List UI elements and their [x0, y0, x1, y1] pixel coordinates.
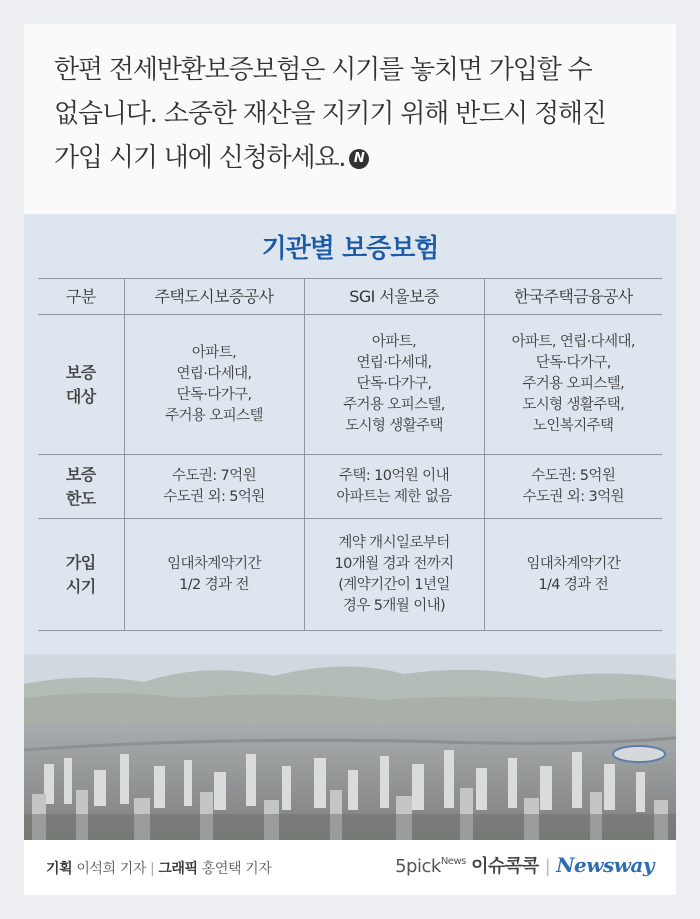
- city-skyline-photo: [24, 654, 676, 840]
- cell-sgi-target: 아파트, 연립·다세대, 단독·다가구, 주거용 오피스텔, 도시형 생활주택: [304, 315, 484, 455]
- table-row: [38, 455, 662, 519]
- infographic-card: [24, 24, 676, 895]
- intro-line-2: 없습니다. 소중한 재산을 지키기 위해 반드시 정해진: [54, 99, 606, 129]
- cell-hf-period: 임대차계약기간 1/4 경과 전: [484, 519, 662, 631]
- credit-plan-name: 이석희 기자: [76, 861, 146, 877]
- header-category: 구분: [38, 279, 124, 315]
- newsway-end-mark-icon: N: [349, 149, 369, 169]
- brand-issue-kokkok: 이슈콕콕: [471, 856, 539, 877]
- table-row: [38, 519, 662, 631]
- cell-hf-target: 아파트, 연립·다세대, 단독·다가구, 주거용 오피스텔, 도시형 생활주택, 노인복지주택: [484, 315, 662, 455]
- header-sgi: SGI 서울보증: [304, 279, 484, 315]
- credits: 기획 이석희 기자 | 그래픽 홍연택 기자: [46, 861, 272, 877]
- intro-line-3: 가입 시기 내에 신청하세요.: [54, 143, 346, 173]
- header-hf: 한국주택금융공사: [484, 279, 662, 315]
- cell-hug-target: 아파트, 연립·다세대, 단독·다가구, 주거용 오피스텔: [124, 315, 304, 455]
- cell-sgi-period: 계약 개시일로부터 10개월 경과 전까지 (계약기간이 1년일 경우 5개월 이내): [304, 519, 484, 631]
- footer: [24, 840, 676, 895]
- insurance-comparison-table: [38, 278, 662, 631]
- credit-plan-label: 기획: [46, 861, 73, 877]
- intro-section: [24, 24, 676, 214]
- insurance-table-panel: [24, 214, 676, 654]
- brand-news-superscript: News: [440, 856, 466, 867]
- row-label-target: 보증 대상: [38, 315, 124, 455]
- credit-graphic-name: 홍연택 기자: [201, 861, 272, 877]
- panel-title: 기관별 보증보험: [261, 234, 439, 264]
- intro-line-1: 한편 전세반환보증보험은 시기를 놓치면 가입할 수: [54, 55, 592, 85]
- newsway-logo: Newsway: [556, 853, 654, 877]
- table-row: [38, 315, 662, 455]
- credit-graphic-label: 그래픽: [158, 861, 198, 877]
- row-label-period: 가입 시기: [38, 519, 124, 631]
- table-header-row: [38, 279, 662, 315]
- row-label-limit: 보증 한도: [38, 455, 124, 519]
- cell-hug-period: 임대차계약기간 1/2 경과 전: [124, 519, 304, 631]
- intro-text: [54, 48, 646, 180]
- header-hug: 주택도시보증공사: [124, 279, 304, 315]
- brand-logos: 5pick$^{News}$ 이슈콕콕 | Newsway: [395, 853, 654, 877]
- cell-hf-limit: 수도권: 5억원 수도권 외: 3억원: [484, 455, 662, 519]
- city-skyline-image: [24, 654, 676, 840]
- cell-sgi-limit: 주택: 10억원 이내 아파트는 제한 없음: [304, 455, 484, 519]
- cell-hug-limit: 수도권: 7억원 수도권 외: 5억원: [124, 455, 304, 519]
- brand-5pick: 5pick: [395, 856, 441, 877]
